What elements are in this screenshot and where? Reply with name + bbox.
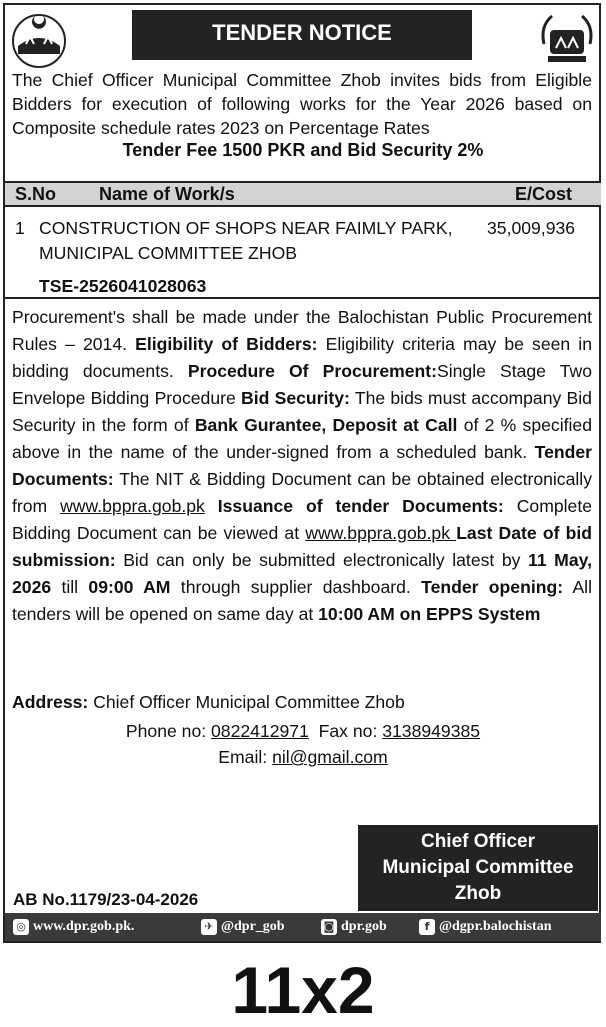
- globe-icon: ◎: [13, 919, 29, 935]
- facebook-icon: f: [419, 919, 435, 935]
- body-text: till: [51, 577, 89, 597]
- fee-line: Tender Fee 1500 PKR and Bid Security 2%: [122, 140, 484, 160]
- signature-box: [358, 825, 598, 911]
- footer-twitter[interactable]: [201, 913, 285, 941]
- body-text: All tenders will be opened on same day at: [12, 577, 592, 624]
- body-text: The NIT & Bidding Document can be obtained electronically from: [12, 469, 592, 516]
- row-work-name: CONSTRUCTION OF SHOPS NEAR FAIMLY PARK, MUNICIPAL COMMITTEE ZHOB: [39, 218, 453, 263]
- tender-body: [12, 304, 592, 628]
- ad-size-label: 11x2: [231, 953, 375, 1027]
- body-text: Complete Bidding Document can be viewed at: [12, 496, 592, 543]
- divider: [5, 297, 601, 299]
- email-link[interactable]: nil@gmail.com: [272, 747, 388, 767]
- eligibility-heading: Eligibility of Bidders:: [135, 334, 318, 354]
- bank-heading: Bank Gurantee, Deposit at Call: [194, 415, 458, 435]
- issuance-heading: Issuance of tender Documents:: [204, 496, 504, 516]
- website-text: www.dpr.gob.pk.: [33, 919, 135, 934]
- intro-text: The Chief Officer Municipal Committee Zhob invites bids from Eligible Bidders for execution of following works for the Year 2026 based on Composite schedule rates 2023 on Percentage Rates: [12, 70, 592, 138]
- row-sno: 1: [15, 218, 25, 238]
- contact-block: [0, 718, 606, 770]
- header-name: Name of Work/s: [99, 184, 235, 204]
- table-header: [5, 181, 601, 207]
- address-line: [12, 692, 405, 713]
- notice-title: TENDER NOTICE: [132, 10, 472, 60]
- body-text: Bid can only be submitted electronically latest by: [115, 550, 529, 570]
- body-text: Single Stage Two Envelope Bidding Procedure: [12, 361, 593, 408]
- bid-security-heading: Bid Security:: [241, 388, 350, 408]
- signature-line-1: Chief Officer: [420, 831, 536, 852]
- header-cost: E/Cost: [515, 184, 573, 204]
- body-text: Eligibility criteria may be seen in bidding documents.: [12, 334, 592, 381]
- footer-instagram[interactable]: [321, 913, 387, 941]
- address-value: Chief Officer Municipal Committee Zhob: [88, 692, 405, 712]
- last-date-heading: Last Date of bid submission:: [12, 523, 592, 570]
- instagram-icon: ◙: [321, 919, 337, 935]
- row-cost: 35,009,936: [487, 218, 576, 238]
- header-sno: S.No: [15, 184, 57, 204]
- submission-time: 09:00 AM: [88, 577, 171, 597]
- bppra-link[interactable]: www.bppra.gob.pk: [60, 496, 205, 516]
- body-text: through supplier dashboard.: [170, 577, 422, 597]
- ab-number: AB No.1179/23-04-2026: [13, 890, 199, 909]
- facebook-handle: @dgpr.balochistan: [439, 919, 552, 934]
- table-row: [5, 212, 601, 298]
- submission-date: 11 May, 2026: [12, 550, 592, 597]
- email-label: Email:: [218, 747, 273, 767]
- fax-number[interactable]: 3138949385: [382, 721, 481, 741]
- footer-bar: [5, 913, 601, 941]
- opening-time: 10:00 AM on EPPS System: [318, 604, 541, 624]
- row-tse-number: TSE-2526041028063: [39, 276, 207, 296]
- bppra-link[interactable]: www.bppra.gob.pk: [305, 523, 457, 543]
- footer-website[interactable]: [13, 913, 134, 941]
- procedure-heading: Procedure Of Procurement:: [187, 361, 437, 381]
- signature-line-3: Zhob: [454, 883, 502, 904]
- opening-heading: Tender opening:: [421, 577, 564, 597]
- address-label: Address:: [12, 692, 89, 712]
- body-text: The bids must accompany Bid Security in the form of: [12, 388, 592, 435]
- dpr-emblem-icon: [536, 8, 598, 70]
- phone-number[interactable]: 0822412971: [211, 721, 309, 741]
- signature-line-2: Municipal Committee: [382, 857, 574, 878]
- phone-label: Phone no:: [125, 721, 212, 741]
- balochistan-emblem-icon: [8, 8, 70, 70]
- body-text: Procurement's shall be made under the Balochistan Public Procurement Rules – 2014.: [12, 307, 592, 354]
- footer-facebook[interactable]: [419, 913, 552, 941]
- twitter-handle: @dpr_gob: [221, 919, 285, 934]
- instagram-handle: dpr.gob: [341, 919, 387, 934]
- tender-documents-heading: Tender Documents:: [12, 442, 592, 489]
- fax-label: Fax no:: [308, 721, 383, 741]
- twitter-icon: ✈: [201, 919, 217, 935]
- body-text: of 2 % specified above in the name of the under-signed from a scheduled bank.: [12, 415, 592, 462]
